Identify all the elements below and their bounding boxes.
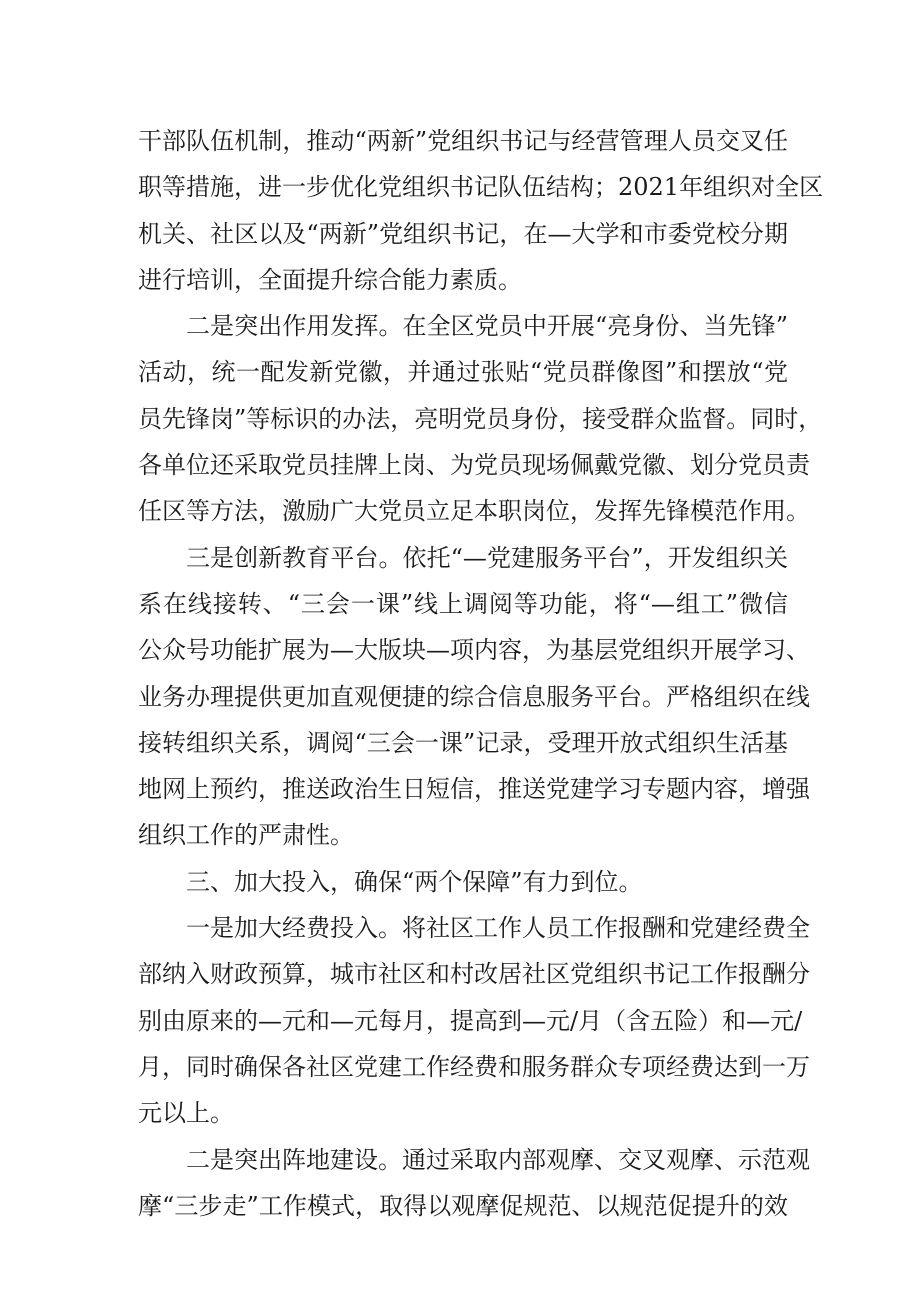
text-line: 系在线接转、“三会一课”线上调阅等功能，将“—组工”微信 <box>138 589 788 618</box>
text-line: 二是突出阵地建设。通过采取内部观摩、交叉观摩、示范观 <box>186 1145 810 1174</box>
text-line: 别由原来的—元和—元每月，提高到—元/月（含五险）和—元/ <box>138 1006 803 1035</box>
text-line: 三是创新教育平台。依托“—党建服务平台”，开发组织关 <box>186 543 788 572</box>
text-line: 职等措施，进一步优化党组织书记队伍结构；2021年组织对全区 <box>138 173 824 202</box>
text-line: 组织工作的严肃性。 <box>138 821 354 850</box>
text-line: 一是加大经费投入。将社区工作人员工作报酬和党建经费全 <box>186 914 810 943</box>
text-line: 元以上。 <box>138 1099 234 1128</box>
text-line: 摩“三步走”工作模式，取得以观摩促规范、以规范促提升的效 <box>138 1191 788 1220</box>
text-line: 机关、社区以及“两新”党组织书记，在—大学和市委党校分期 <box>138 219 788 248</box>
text-line: 部纳入财政预算，城市社区和村改居社区党组织书记工作报酬分 <box>138 960 810 989</box>
text-line: 员先锋岗”等标识的办法，亮明党员身份，接受群众监督。同时， <box>138 404 823 433</box>
document-body <box>138 118 824 1229</box>
text-line: 接转组织关系，调阅“三会一课”记录，受理开放式组织生活基 <box>138 728 788 757</box>
text-line: 各单位还采取党员挂牌上岗、为党员现场佩戴党徽、划分党员责 <box>138 451 810 480</box>
text-line: 月，同时确保各社区党建工作经费和服务群众专项经费达到一万 <box>138 1052 810 1081</box>
text-line: 地网上预约，推送政治生日短信，推送党建学习专题内容，增强 <box>138 775 810 804</box>
text-line: 干部队伍机制，推动“两新”党组织书记与经营管理人员交叉任 <box>138 127 788 155</box>
text-line: 业务办理提供更加直观便捷的综合信息服务平台。严格组织在线 <box>138 682 810 711</box>
text-line: 进行培训，全面提升综合能力素质。 <box>138 265 522 294</box>
text-line: 任区等方法，激励广大党员立足本职岗位，发挥先锋模范作用。 <box>138 497 810 526</box>
text-line: 二是突出作用发挥。在全区党员中开展“亮身份、当先锋” <box>186 312 788 341</box>
text-line: 活动，统一配发新党徽，并通过张贴“党员群像图”和摆放“党 <box>138 358 788 387</box>
text-line: 公众号功能扩展为—大版块—项内容，为基层党组织开展学习、 <box>138 636 810 665</box>
text-line: 三、加大投入，确保“两个保障”有力到位。 <box>186 867 643 896</box>
